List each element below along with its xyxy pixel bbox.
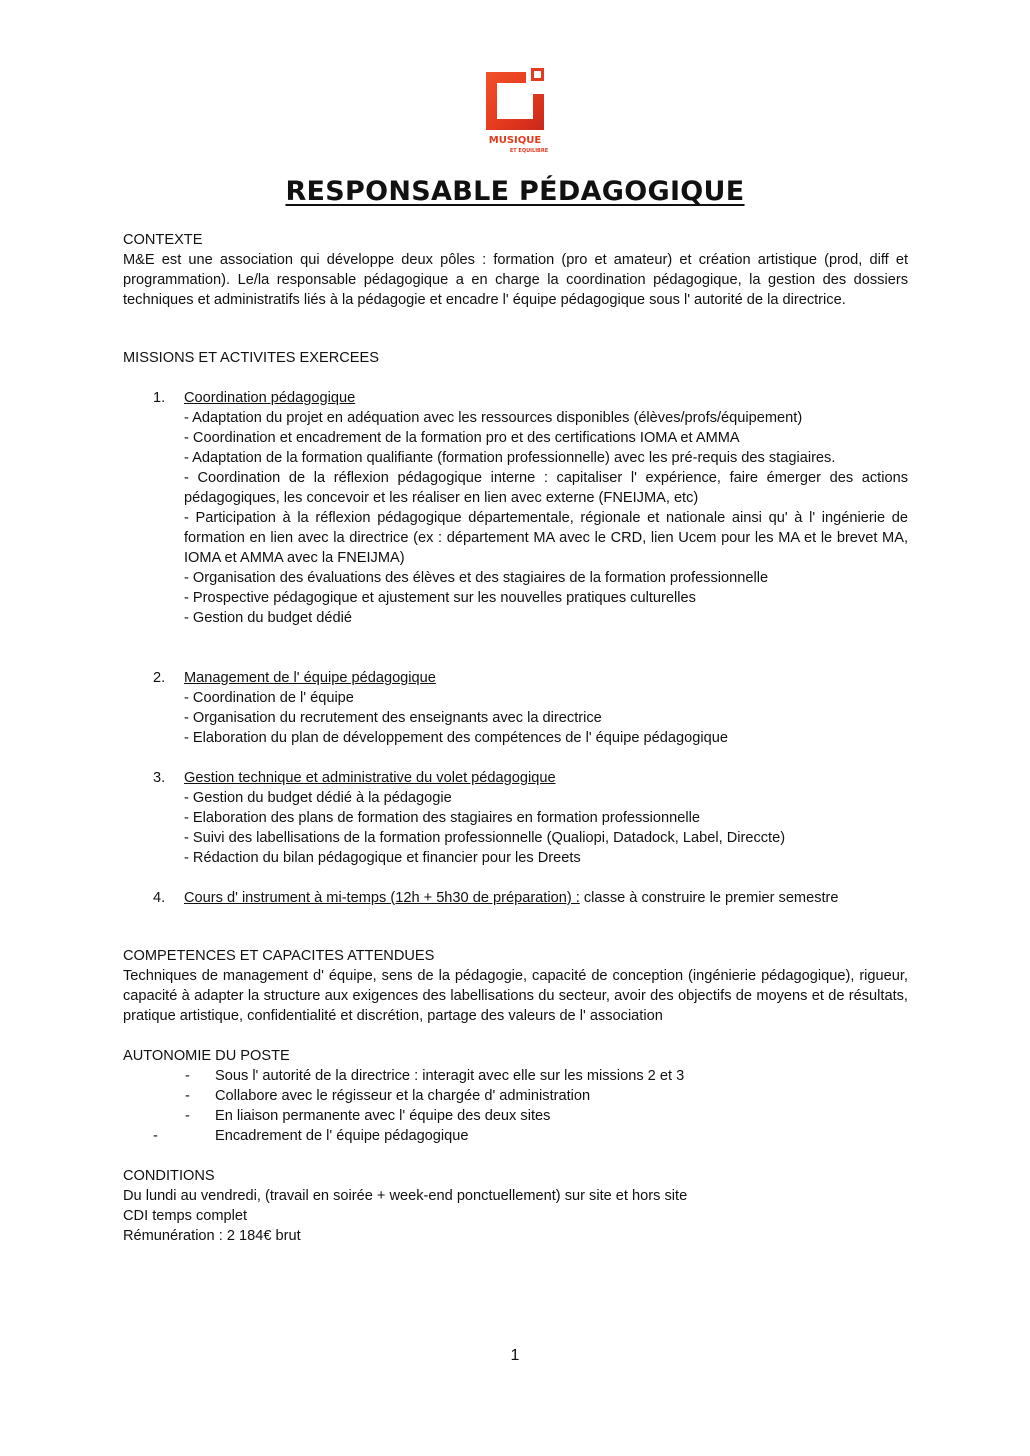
competences-text: Techniques de management d' équipe, sens de la pédagogie, capacité de conception (ingénierie pédagogique), rigueur, capacité à adapter la structure aux exigences des labellisations du secteur, avoir des objectifs de moyens et de résultats, pratique artistique, confidentialité et discrétion, partage des valeurs de l' association bbox=[123, 968, 908, 1024]
autonomie-list bbox=[123, 1066, 908, 1146]
logo-text-line1: MUSIQUE bbox=[488, 135, 542, 146]
mission-4 bbox=[123, 888, 908, 908]
document-body bbox=[123, 230, 908, 1246]
competences-heading: COMPETENCES ET CAPACITES ATTENDUES bbox=[123, 948, 435, 964]
mission-line: - Organisation du recrutement des enseignants avec la directrice bbox=[184, 710, 602, 726]
mission-line: - Elaboration du plan de développement des compétences de l' équipe pédagogique bbox=[184, 730, 728, 746]
mission-line: - Coordination et encadrement de la formation pro et des certifications IOMA et AMMA bbox=[184, 430, 740, 446]
mission-line: - Organisation des évaluations des élèves et des stagiaires de la formation professionnelle bbox=[184, 570, 769, 586]
conditions-line: Rémunération : 2 184€ brut bbox=[123, 1228, 301, 1244]
autonomie-heading: AUTONOMIE DU POSTE bbox=[123, 1048, 290, 1064]
page-title: RESPONSABLE PÉDAGOGIQUE bbox=[285, 176, 745, 207]
mission-title: Management de l' équipe pédagogique bbox=[184, 670, 436, 686]
mission-number: 4. bbox=[153, 890, 166, 906]
mission-number: 2. bbox=[153, 670, 166, 686]
mission-number: 3. bbox=[153, 770, 166, 786]
mission-line: - Participation à la réflexion pédagogique départementale, régionale et nationale ainsi qu' à l' ingénierie de formation en lien avec la directrice (ex : département MA avec le CRD, lien Ucem pour les MA et le brevet MA, IOMA et AMMA avec la FNEIJMA) bbox=[184, 510, 908, 566]
conditions-heading: CONDITIONS bbox=[123, 1168, 215, 1184]
mission-line: - Adaptation de la formation qualifiante (formation professionnelle) avec les pré-requis des stagiaires. bbox=[184, 450, 836, 466]
list-item: - Collabore avec le régisseur et la chargée d' administration bbox=[185, 1088, 591, 1104]
mission-line: - Gestion du budget dédié à la pédagogie bbox=[184, 790, 452, 806]
mission-3 bbox=[123, 768, 908, 868]
missions-heading: MISSIONS ET ACTIVITES EXERCEES bbox=[123, 350, 379, 366]
mission-line: - Elaboration des plans de formation des stagiaires en formation professionnelle bbox=[184, 810, 700, 826]
page-number: 1 bbox=[510, 1347, 520, 1364]
logo-mark bbox=[482, 68, 548, 154]
mission-line: - Coordination de l' équipe bbox=[184, 690, 354, 706]
mission-title: Coordination pédagogique bbox=[184, 390, 356, 406]
mission-line: - Rédaction du bilan pédagogique et financier pour les Dreets bbox=[184, 850, 581, 866]
mission-suffix: classe à construire le premier semestre bbox=[579, 890, 839, 906]
contexte-heading: CONTEXTE bbox=[123, 232, 203, 248]
mission-number: 1. bbox=[153, 390, 166, 406]
list-item: - Sous l' autorité de la directrice : interagit avec elle sur les missions 2 et 3 bbox=[185, 1068, 685, 1084]
conditions-line: Du lundi au vendredi, (travail en soirée + week-end ponctuellement) sur site et hors site bbox=[123, 1188, 688, 1204]
list-item: - En liaison permanente avec l' équipe des deux sites bbox=[185, 1108, 551, 1124]
mission-line: - Gestion du budget dédié bbox=[184, 610, 352, 626]
mission-line: - Coordination de la réflexion pédagogique interne : capitaliser l' expérience, faire émerger des actions pédagogiques, les concevoir et les réaliser en lien avec externe (FNEIJMA, etc) bbox=[184, 470, 908, 506]
musique-et-equilibre-logo bbox=[482, 68, 548, 154]
mission-line: - Suivi des labellisations de la formation professionnelle (Qualiopi, Datadock, Label, Direccte) bbox=[184, 830, 786, 846]
mission-2 bbox=[123, 668, 908, 748]
mission-line: - Prospective pédagogique et ajustement sur les nouvelles pratiques culturelles bbox=[184, 590, 696, 606]
mission-line: - Adaptation du projet en adéquation avec les ressources disponibles (élèves/profs/équipement) bbox=[184, 410, 803, 426]
mission-title: Cours d' instrument à mi-temps (12h + 5h30 de préparation) : bbox=[184, 890, 580, 906]
mission-1 bbox=[123, 388, 908, 628]
list-item: - Encadrement de l' équipe pédagogique bbox=[153, 1128, 469, 1144]
conditions-line: CDI temps complet bbox=[123, 1208, 248, 1224]
mission-title: Gestion technique et administrative du volet pédagogique bbox=[184, 770, 556, 786]
contexte-text: M&E est une association qui développe deux pôles : formation (pro et amateur) et création artistique (prod, diff et programmation). Le/la responsable pédagogique a en charge la coordination pédagogique, la gestion des dossiers techniques et administratifs liés à la pédagogie et encadre l' équipe pédagogique sous l' autorité de la directrice. bbox=[123, 252, 908, 308]
logo-text-line2: ET EQUILIBRE bbox=[509, 148, 548, 154]
